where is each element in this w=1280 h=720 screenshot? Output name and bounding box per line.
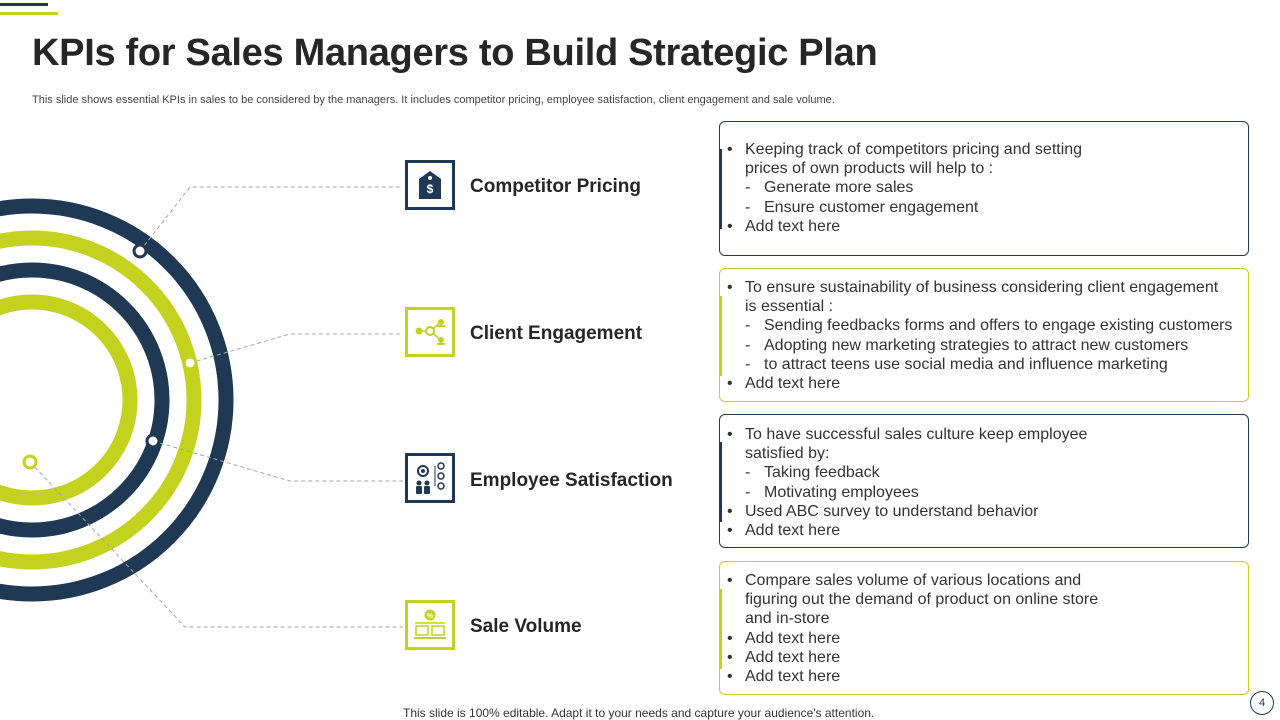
node-dot-3: [147, 435, 159, 447]
page-number: 4: [1250, 691, 1274, 715]
detail-line: • Compare sales volume of various locations and: [745, 571, 1238, 590]
network-icon: [413, 317, 447, 347]
client-engagement-icon-box: [405, 307, 455, 357]
detail-card-client-engagement: [719, 268, 1249, 402]
price-tag-icon: [417, 170, 443, 200]
slide-subtitle: This slide shows essential KPIs in sales to be considered by the managers. It includes competitor pricing, employee satisfaction, client engagement and sale volume.: [32, 94, 835, 106]
detail-subpoint: - Adopting new marketing strategies to attract new customers: [745, 336, 1238, 355]
detail-subpoint: - to attract teens use social media and influence marketing: [745, 355, 1238, 374]
kpi-label-employee-satisfaction: Employee Satisfaction: [470, 470, 673, 491]
detail-line: figuring out the demand of product on online store: [745, 591, 1099, 609]
sale-volume-icon-box: [405, 600, 455, 650]
detail-subpoint: - Motivating employees: [745, 483, 1238, 502]
detail-line: • Add text here: [745, 629, 1238, 648]
detail-line: • Add text here: [745, 217, 1238, 236]
detail-subpoint: - Sending feedbacks forms and offers to engage existing customers: [745, 316, 1238, 335]
detail-line: • Add text here: [745, 374, 1238, 393]
store-volume-icon: [413, 609, 447, 641]
detail-line: • Used ABC survey to understand behavior: [745, 502, 1238, 521]
detail-line: • To ensure sustainability of business considering client engagement: [745, 278, 1238, 297]
detail-subpoint: - Ensure customer engagement: [745, 198, 1238, 217]
kpi-label-client-engagement: Client Engagement: [470, 323, 643, 344]
node-dot-4: [24, 456, 36, 468]
detail-card-employee-satisfaction: [719, 414, 1249, 548]
footer-note: This slide is 100% editable. Adapt it to your needs and capture your audience's attention.: [403, 706, 875, 720]
card-accent-side: [719, 149, 722, 229]
node-dot-2: [184, 357, 196, 369]
inner-ring-lime: [0, 302, 130, 498]
detail-line: • To have successful sales culture keep employee: [745, 425, 1238, 444]
kpi-label-competitor-pricing: Competitor Pricing: [470, 176, 642, 197]
detail-subpoint: - Taking feedback: [745, 463, 1238, 482]
node-dot-1: [134, 245, 146, 257]
detail-line: satisfied by:: [745, 445, 830, 463]
slide-title: KPIs for Sales Managers to Build Strategic Plan: [32, 32, 878, 74]
card-accent-side: [719, 296, 722, 376]
svg-text:%: %: [426, 613, 434, 620]
competitor-pricing-icon-box: [405, 160, 455, 210]
detail-line: • Add text here: [745, 648, 1238, 667]
detail-line: • Add text here: [745, 667, 1238, 686]
svg-text:$: $: [426, 182, 434, 196]
detail-line: and in-store: [745, 610, 830, 628]
employee-satisfaction-icon-box: [405, 453, 455, 503]
detail-card-competitor-pricing: [719, 121, 1249, 256]
connector-competitor-pricing: [140, 187, 403, 251]
card-accent-side: [719, 589, 722, 669]
card-accent-side: [719, 442, 722, 522]
detail-line: • Keeping track of competitors pricing and setting: [745, 140, 1238, 159]
detail-line: • Add text here: [745, 521, 1238, 540]
detail-line: is essential :: [745, 298, 834, 316]
team-feedback-icon: [413, 461, 447, 495]
kpi-label-sale-volume: Sale Volume: [470, 616, 582, 637]
detail-subpoint: - Generate more sales: [745, 178, 1238, 197]
detail-line: prices of own products will help to :: [745, 160, 994, 178]
detail-card-sale-volume: [719, 561, 1249, 695]
